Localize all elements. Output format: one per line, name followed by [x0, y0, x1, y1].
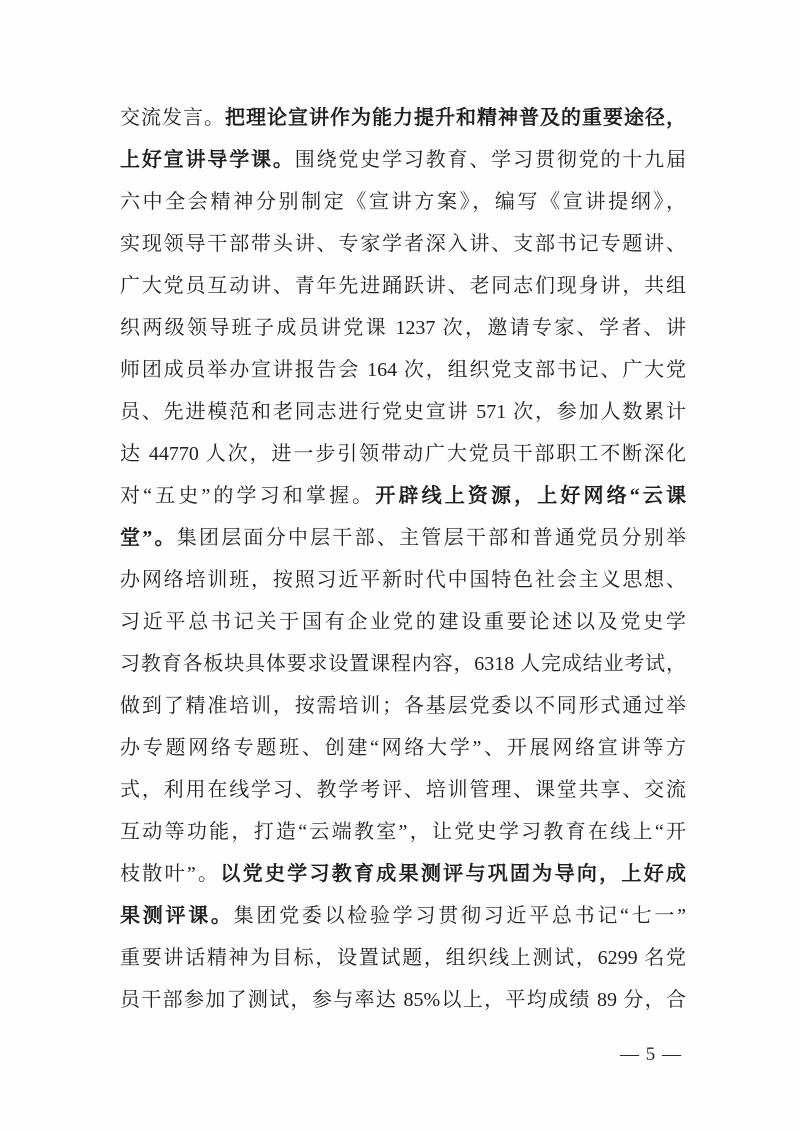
- bold-text-segment: 把理论宣讲作为能力提升和精神普及的重要途径，: [225, 107, 686, 129]
- text-line: [120, 937, 686, 979]
- text-line: [120, 139, 686, 181]
- text-segment: 六中全会精神分别制定《宣讲方案》，编写《宣讲提纲》，: [120, 191, 686, 213]
- text-segment: 广大党员互动讲、青年先进踊跃讲、老同志们现身讲，共组: [120, 275, 686, 297]
- text-line: [120, 391, 686, 433]
- bold-text-segment: 堂”。: [120, 527, 177, 549]
- text-segment: 对“五史”的学习和掌握。: [120, 485, 376, 507]
- text-line: [120, 433, 686, 475]
- text-line: [120, 853, 686, 895]
- text-line: [120, 223, 686, 265]
- page-footer: [620, 1040, 682, 1070]
- text-line: [120, 811, 686, 853]
- text-segment: 集团层面分中层干部、主管层干部和普通党员分别举: [176, 527, 686, 549]
- text-line: [120, 769, 686, 811]
- page-number: — 5 —: [620, 1044, 682, 1065]
- text-line: [120, 265, 686, 307]
- text-line: [120, 979, 686, 1021]
- text-line: [120, 685, 686, 727]
- text-segment: 式，利用在线学习、教学考评、培训管理、课堂共享、交流: [120, 779, 686, 801]
- text-line: [120, 475, 686, 517]
- text-segment: 集团党委以检验学习贯彻习近平总书记“七一”: [233, 905, 686, 927]
- text-segment: 做到了精准培训，按需培训；各基层党委以不同形式通过举: [120, 695, 686, 717]
- bold-text-segment: 开辟线上资源，上好网络“云课: [375, 485, 686, 507]
- text-line: [120, 97, 686, 139]
- text-segment: 交流发言。: [120, 107, 225, 129]
- text-segment: 枝散叶”。: [120, 863, 221, 885]
- text-line: [120, 181, 686, 223]
- text-segment: 习教育各板块具体要求设置课程内容，6318 人完成结业考试，: [120, 653, 686, 675]
- text-segment: 织两级领导班子成员讲党课 1237 次，邀请专家、学者、讲: [120, 317, 686, 339]
- text-segment: 实现领导干部带头讲、专家学者深入讲、支部书记专题讲、: [120, 233, 686, 255]
- text-segment: 员干部参加了测试，参与率达 85%以上，平均成绩 89 分，合: [120, 989, 686, 1011]
- bold-text-segment: 以党史学习教育成果测评与巩固为导向，上好成: [220, 863, 686, 885]
- bold-text-segment: 上好宣讲导学课。: [120, 149, 295, 171]
- text-segment: 师团成员举办宣讲报告会 164 次，组织党支部书记、广大党: [120, 359, 686, 381]
- bold-text-segment: 果测评课。: [120, 905, 234, 927]
- document-body-text: [120, 97, 686, 1021]
- text-line: [120, 727, 686, 769]
- text-line: [120, 601, 686, 643]
- text-line: [120, 307, 686, 349]
- text-segment: 员、先进模范和老同志进行党史宣讲 571 次，参加人数累计: [120, 401, 686, 423]
- text-segment: 达 44770 人次，进一步引领带动广大党员干部职工不断深化: [120, 443, 686, 465]
- text-segment: 互动等功能，打造“云端教室”，让党史学习教育在线上“开: [120, 821, 686, 843]
- text-line: [120, 643, 686, 685]
- text-line: [120, 517, 686, 559]
- text-line: [120, 895, 686, 937]
- text-segment: 办专题网络专题班、创建“网络大学”、开展网络宣讲等方: [120, 737, 686, 759]
- text-segment: 重要讲话精神为目标，设置试题，组织线上测试，6299 名党: [120, 947, 686, 969]
- text-segment: 习近平总书记关于国有企业党的建设重要论述以及党史学: [120, 611, 686, 633]
- text-line: [120, 559, 686, 601]
- text-segment: 办网络培训班，按照习近平新时代中国特色社会主义思想、: [120, 569, 686, 591]
- text-line: [120, 349, 686, 391]
- text-segment: 围绕党史学习教育、学习贯彻党的十九届: [294, 149, 686, 171]
